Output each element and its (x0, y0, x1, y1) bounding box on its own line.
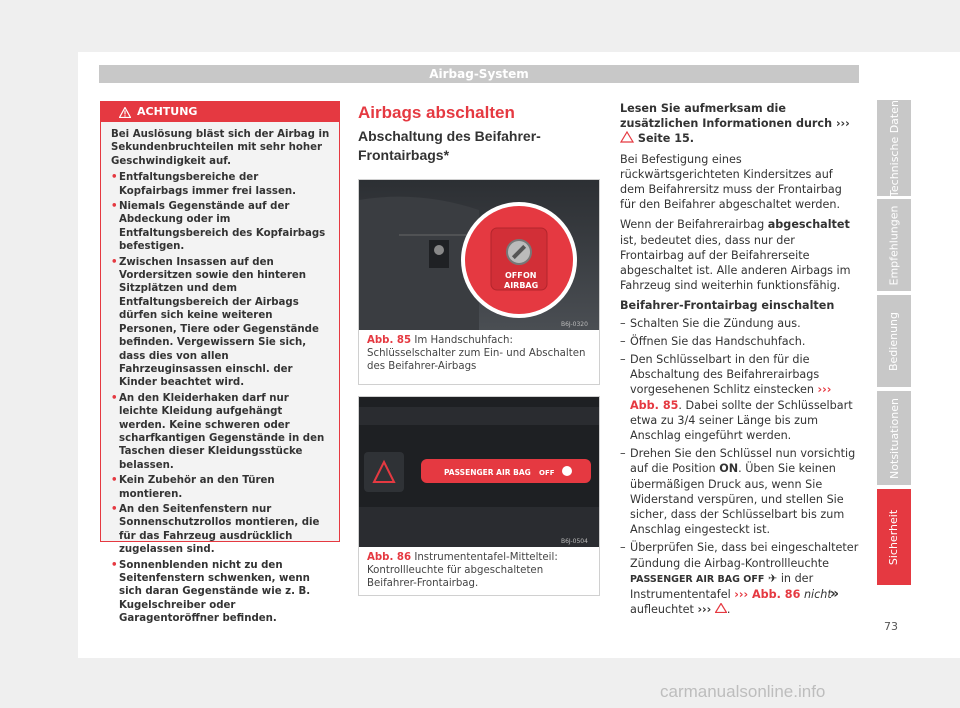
warning-bullet: • Sonnenblenden nicht zu den Seitenfenstern schwenken, wenn sich daran Gegenstände wie z. B. Kugelschreiber oder Garagentoröffner befinden. (111, 559, 331, 626)
lamp-passenger-airbag-text: PASSENGER AIR BAG (444, 468, 531, 477)
tab-bedienung[interactable]: Bedienung (877, 295, 911, 387)
watermark: carmanualsonline.info (660, 682, 826, 701)
figure-caption (359, 330, 599, 377)
step-text: Schalten Sie die Zündung aus. (630, 316, 801, 330)
lamp-label: PASSENGER AIR BAG OFF (630, 573, 765, 585)
step-text: Überprüfen Sie, dass bei eingeschalteter Zündung die Airbag-Kontrollleuchte (630, 541, 859, 570)
right-column (620, 101, 860, 621)
warning-body (101, 122, 339, 626)
paragraph-2-pre: Wenn der Beifahrerairbag (620, 218, 765, 232)
warning-bullet-text: Zwischen Insassen auf den Vordersitzen sowie den hinteren Sitzplätzen und dem Entfaltungsbereich der Airbags dürfen sich keine weiteren Personen, Tiere oder Gegenstände befinden. Vergewissern Sie sich, dass dies von allen Fahrzeuginsassen einschl. der Kinder beachtet wird. (119, 256, 319, 389)
step-item: – Drehen Sie den Schlüssel nun vorsichtig auf die Position ON. Üben Sie keinen übermäßigen Druck aus, wenn Sie Widerstand verspüren, und stellen Sie sicher, dass der Schlüsselbart bis zum Anschlag eingesteckt ist. (620, 447, 856, 537)
figure-86 (358, 396, 600, 596)
figure-code: B6J-0504 (561, 538, 588, 545)
lamp-off-text: OFF (539, 469, 555, 477)
step-item: – Schalten Sie die Zündung aus. (620, 316, 801, 330)
figure-caption-text: Instrumententafel-Mittelteil: Kontrollleuchte für abgeschalteten Beifahrer-Frontairbag. (367, 552, 558, 589)
read-more-text: Lesen Sie aufmerksam die zusätzlichen Informationen durch (620, 102, 833, 131)
tab-sicherheit[interactable]: Sicherheit (877, 489, 911, 585)
figure-code: B6J-0320 (561, 321, 588, 328)
tab-notsituationen[interactable]: Notsituationen (877, 391, 911, 485)
tab-technische-daten[interactable]: Technische Daten (877, 100, 911, 196)
warning-bullet-text: Kein Zubehör an den Türen montieren. (119, 475, 275, 500)
figure-caption-text: Im Handschuhfach: Schlüsselschalter zum Ein- und Abschalten des Beifahrer-Airbags (367, 335, 586, 372)
warning-box (100, 101, 340, 625)
step-item: – Den Schlüsselbart in den für die Abschaltung des Beifahrerairbags vorgesehenen Schlitz einstecken ››› Abb. 85. Dabei sollte der Schlüsselbart etwa zu 3/4 seiner Länge bis zum Anschlag eingeführt werden. (620, 353, 853, 443)
warning-bullet: • An den Kleiderhaken darf nur leichte Kleidung aufgehängt werden. Keine schweren oder scharfkantigen Gegenstände in den Taschen dieser Kleidungsstücke belassen. (111, 392, 331, 472)
step-text: in der Instrumententafel (630, 571, 814, 602)
continue-arrow: » (830, 586, 840, 602)
warning-bullet-text: Niemals Gegenstände auf der Abdeckung oder im Entfaltungsbereich des Kopfairbags befestigen. (119, 201, 326, 253)
read-more-note (620, 101, 860, 147)
read-more-page-link[interactable]: Seite 15. (637, 132, 695, 146)
warning-bullet-text: An den Kleiderhaken darf nur leichte Kleidung aufgehängt werden. Keine schweren oder scharfkantigen Gegenstände in den Taschen dieser Kleidungsstücke belassen. (119, 392, 325, 471)
paragraph-2-post: ist, bedeutet dies, dass nur der Frontairbag auf der Beifahrerseite abgeschaltet ist. Alle anderen Airbags im Fahrzeug sind weiterhin funktionsfähig. (620, 233, 851, 293)
figure-85 (358, 179, 600, 385)
step-text: Den Schlüsselbart in den für die Abschaltung des Beifahrerairbags vorgesehenen Schlitz einstecken (630, 353, 820, 397)
step-text: Drehen Sie den Schlüssel nun vorsichtig auf die Position (630, 447, 856, 476)
warning-bullet-text: Entfaltungsbereiche der Kopfairbags immer frei lassen. (119, 172, 297, 197)
warning-bullet: • Niemals Gegenstände auf der Abdeckung oder im Entfaltungsbereich des Kopfairbags befestigen. (111, 200, 331, 254)
warning-bullet: • Zwischen Insassen auf den Vordersitzen sowie den hinteren Sitzplätzen und dem Entfaltungsbereich der Airbags dürfen sich keine weiteren Personen, Tiere oder Gegenstände befinden. Vergewissern Sie sich, dass dies von allen Fahrzeuginsassen einschl. der Kinder beachtet wird. (111, 256, 331, 390)
warning-bullet-text: An den Seitenfenstern nur Sonnenschutzrollos montieren, die für das Fahrzeug ausdrücklich zugelassen sind. (119, 503, 320, 556)
warning-bullet: • An den Seitenfenstern nur Sonnenschutzrollos montieren, die für das Fahrzeug ausdrücklich zugelassen sind. (111, 503, 331, 557)
airbag-lamp-icon: ✈ (767, 571, 778, 585)
warning-triangle-icon (119, 107, 131, 118)
warning-bullet: • Kein Zubehör an den Türen montieren. (111, 474, 331, 501)
warning-bullet-text: Sonnenblenden nicht zu den Seitenfenstern schwenken, wenn sich daran Gegenstände wie z. B. Kugelschreiber oder Garagentoröffner befinden. (119, 559, 311, 625)
warning-bullet: • Entfaltungsbereiche der Kopfairbags immer frei lassen. (111, 171, 331, 198)
section-title: Airbags abschalten (358, 103, 515, 122)
warning-intro: Bei Auslösung bläst sich der Airbag in Sekundenbruchteilen mit sehr hoher Geschwindigkeit auf. (111, 129, 330, 167)
figure-label: Abb. 85 (367, 335, 412, 346)
paragraph-2 (620, 217, 860, 293)
emphasis-nicht: nicht (803, 588, 832, 602)
step-text: . Dabei sollte der Schlüsselbart etwa zu 3/4 seiner Länge bis zum Anschlag eingeführt werden. (630, 398, 853, 443)
switch-airbag-label: AIRBAG (504, 281, 539, 290)
switch-on-label: ON (523, 271, 537, 280)
step-text: Öffnen Sie das Handschuhfach. (630, 334, 806, 348)
position-on-label: ON (719, 462, 739, 476)
subheading: Beifahrer-Frontairbag einschalten (620, 299, 835, 313)
step-item: – Überprüfen Sie, dass bei eingeschalteter Zündung die Airbag-Kontrollleuchte PASSENGER AIR BAG OFF ✈ in der Instrumententafel ››› Abb. 86 nicht aufleuchtet ››› . (620, 541, 859, 617)
paragraph-2-bold: abgeschaltet (767, 218, 850, 232)
paragraph-1: Bei Befestigung eines rückwärtsgerichteten Kindersitzes auf dem Beifahrersitz muss der Frontairbag für den Beifahrer abgeschaltet werden. (620, 152, 842, 212)
figure-reference-link[interactable]: ››› Abb. 86 (734, 588, 801, 602)
figure-reference-link[interactable]: ››› Abb. 85 (630, 383, 832, 412)
warning-triangle-icon (620, 131, 634, 143)
warning-header (101, 102, 339, 122)
figure-caption (359, 547, 599, 594)
step-text: . Üben Sie keinen übermäßigen Druck aus, wenn Sie Widerstand verspüren, und stellen Sie sicher, dass der Schlüsselbart bis zum Anschlag eingesteckt ist. (630, 462, 845, 537)
step-item: – Öffnen Sie das Handschuhfach. (620, 334, 806, 348)
section-subtitle: Abschaltung des Beifahrer-Frontairbags* (358, 128, 541, 163)
read-more-arrows: ››› (835, 117, 850, 131)
glovebox-switch-photo (359, 180, 599, 330)
page-number: 73 (884, 620, 898, 633)
tab-empfehlungen[interactable]: Empfehlungen (877, 199, 911, 291)
dashboard-lamp-photo (359, 397, 599, 547)
chapter-header: Airbag-System (99, 65, 859, 83)
figure-label: Abb. 86 (367, 552, 412, 563)
switch-off-label: OFF (505, 271, 523, 280)
warning-heading: ACHTUNG (137, 105, 198, 118)
reference-arrows: ››› (697, 603, 712, 617)
step-text: aufleuchtet (630, 603, 694, 617)
warning-triangle-icon (715, 603, 727, 613)
